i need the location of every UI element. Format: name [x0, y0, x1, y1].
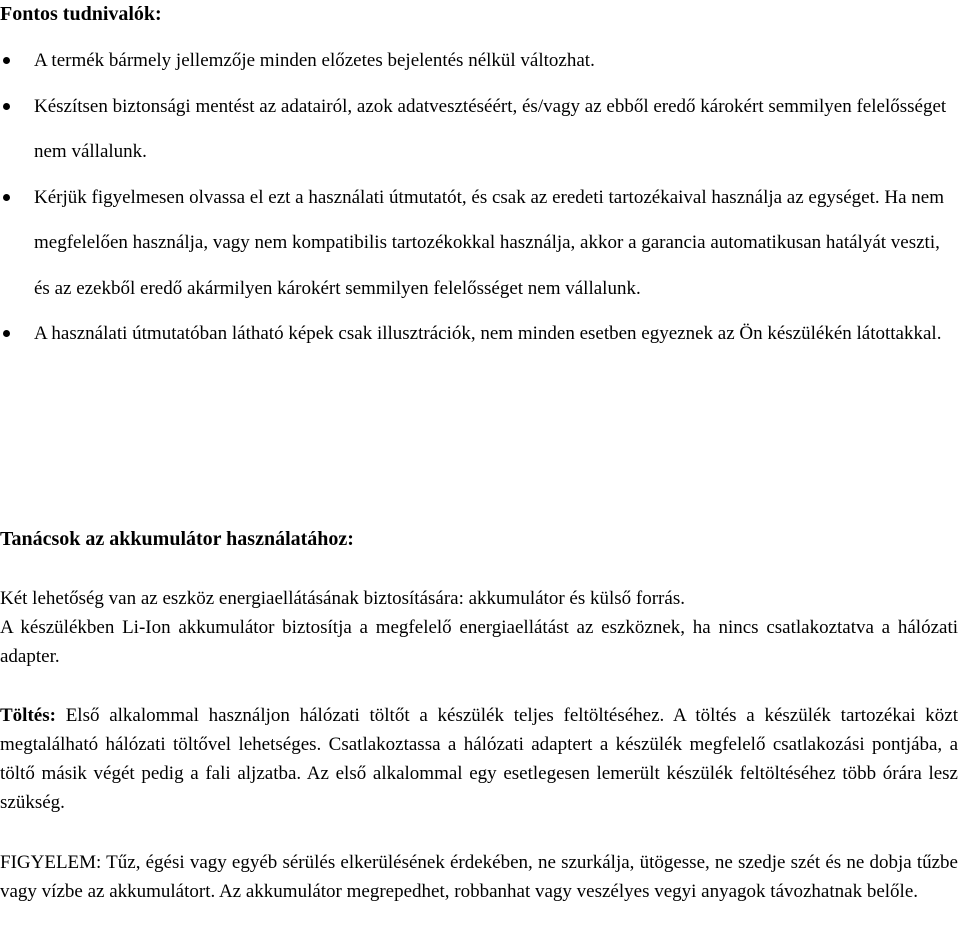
list-item — [0, 175, 958, 312]
paragraph-li-ion-battery: A készülékben Li-Ion akkumulátor biztosítja a megfelelő energiaellátást az eszköznek, ha nincs csatlakoztatva a hálózati adapter. — [0, 617, 958, 667]
bullet-icon — [3, 57, 10, 64]
paragraph-charging — [0, 701, 958, 817]
charging-text: Első alkalommal használjon hálózati töltőt a készülék teljes feltöltéséhez. A töltés a készülék tartozékai közt megtalálható hálózati töltővel lehetséges. Csatlakoztassa a hálózati adaptert a készülék megfelelő csatlakozási pontjába, a töltő másik végét pedig a fali aljzatba. Az első alkalommal egy esetlegesen lemerült készülék feltöltéséhez több órára lesz szükség. — [0, 705, 959, 813]
bullet-icon — [3, 330, 10, 337]
list-item-text: Kérjük figyelmesen olvassa el ezt a használati útmutatót, és csak az eredeti tartozékaival használja az egységet. Ha nem megfelelően használja, vagy nem kompatibilis tartozékokkal használja, akkor a garancia automatikusan hatályát veszti, és az ezekből eredő akármilyen károkért semmilyen felelősséget nem vállalunk. — [34, 186, 945, 299]
list-item-text: A termék bármely jellemzője minden előzetes bejelentés nélkül változhat. — [34, 50, 595, 71]
list-item — [0, 84, 958, 175]
important-notes-list — [0, 38, 958, 357]
paragraph-warning: FIGYELEM: Tűz, égési vagy egyéb sérülés elkerülésének érdekében, ne szurkálja, ütögesse, ne szedje szét és ne dobja tűzbe vagy vízbe az akkumulátort. Az akkumulátor megrepedhet, robbanhat vagy veszélyes vegyi anyagok távozhatnak belőle. — [0, 852, 958, 902]
list-item-text: Készítsen biztonsági mentést az adatairól, azok adatvesztéséért, és/vagy az ebből eredő károkért semmilyen felelősséget nem vállalunk. — [34, 95, 947, 162]
list-item — [0, 38, 958, 84]
section-title-important: Fontos tudnivalók: — [0, 3, 162, 25]
charging-label: Töltés: — [0, 705, 56, 726]
list-item-text: A használati útmutatóban látható képek csak illusztrációk, nem minden esetben egyeznek az Ön készülékén látottakkal. — [34, 323, 942, 344]
bullet-icon — [3, 103, 10, 110]
section-title-battery-tips: Tanácsok az akkumulátor használatához: — [0, 528, 354, 550]
paragraph-power-options: Két lehetőség van az eszköz energiaellátásának biztosítására: akkumulátor és külső forrás. — [0, 588, 685, 609]
bullet-icon — [3, 194, 10, 201]
list-item — [0, 311, 958, 357]
